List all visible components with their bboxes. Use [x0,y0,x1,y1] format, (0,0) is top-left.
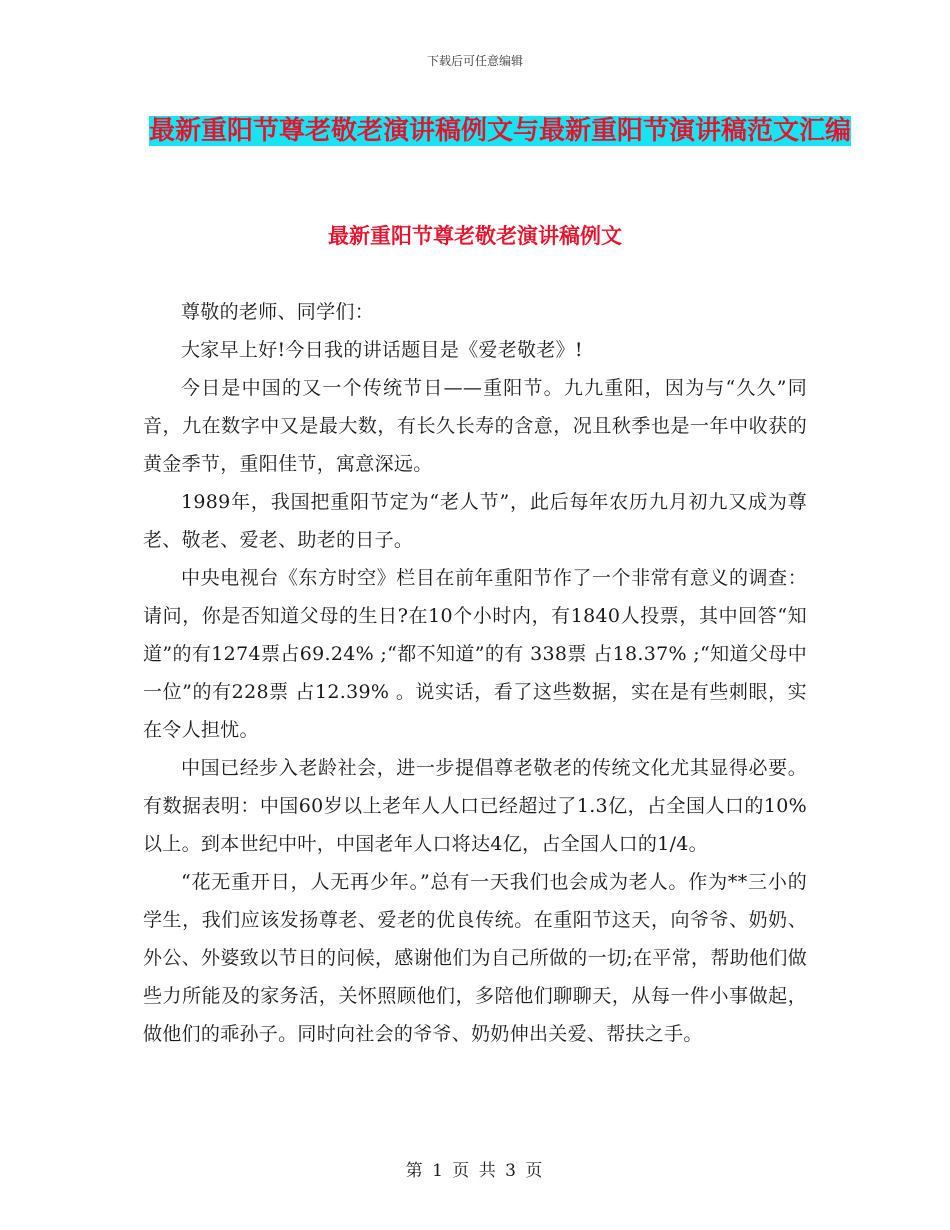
document-title-text: 最新重阳节尊老敬老演讲稿例文与最新重阳节演讲稿范文汇编 [148,116,851,146]
paragraph-survey: 中央电视台《东方时空》栏目在前年重阳节作了一个非常有意义的调查：请问，你是否知道父母的生日?在10个小时内，有1840人投票，其中回答“知道”的有1274票占69.24% ;“都不知道”的有 338票 占18.37% ;“知道父母中一位”的有228票 占12.39% 。说实话，看了这些数据，实在是有些刺眼，实在令人担忧。 [143,567,807,741]
paragraph-history: 1989年，我国把重阳节定为“老人节”，此后每年农历九月初九又成为尊老、敬老、爱老、助老的日子。 [143,491,807,551]
document-body [143,293,807,1053]
paragraph-aging-society: 中国已经步入老龄社会，进一步提倡尊老敬老的传统文化尤其显得必要。有数据表明：中国60岁以上老年人人口已经超过了1.3亿，占全国人口的10%以上。到本世纪中叶，中国老年人口将达4亿，占全国人口的1/4。 [143,757,807,855]
paragraph-call-to-action: “花无重开日，人无再少年。”总有一天我们也会成为老人。作为**三小的学生，我们应该发扬尊老、爱老的优良传统。在重阳节这天，向爷爷、奶奶、外公、外婆致以节日的问候，感谢他们为自己所做的一切;在平常，帮助他们做些力所能及的家务活，关怀照顾他们，多陪他们聊聊天，从每一件小事做起，做他们的乖孙子。同时向社会的爷爷、奶奶伸出关爱、帮扶之手。 [143,871,807,1045]
paragraph-salutation: 尊敬的老师、同学们： [181,301,375,323]
paragraph-greeting: 大家早上好!今日我的讲话题目是《爱老敬老》! [181,339,583,361]
section-heading: 最新重阳节尊老敬老演讲稿例文 [328,224,622,248]
page-footer: 第 1 页 共 3 页 [405,1161,545,1181]
header-note: 下载后可任意编辑 [426,54,523,68]
document-title [140,108,860,154]
paragraph-festival-intro: 今日是中国的又一个传统节日——重阳节。九九重阳，因为与“久久”同音，九在数字中又是最大数，有长久长寿的含意，况且秋季也是一年中收获的黄金季节，重阳佳节，寓意深远。 [143,377,807,475]
